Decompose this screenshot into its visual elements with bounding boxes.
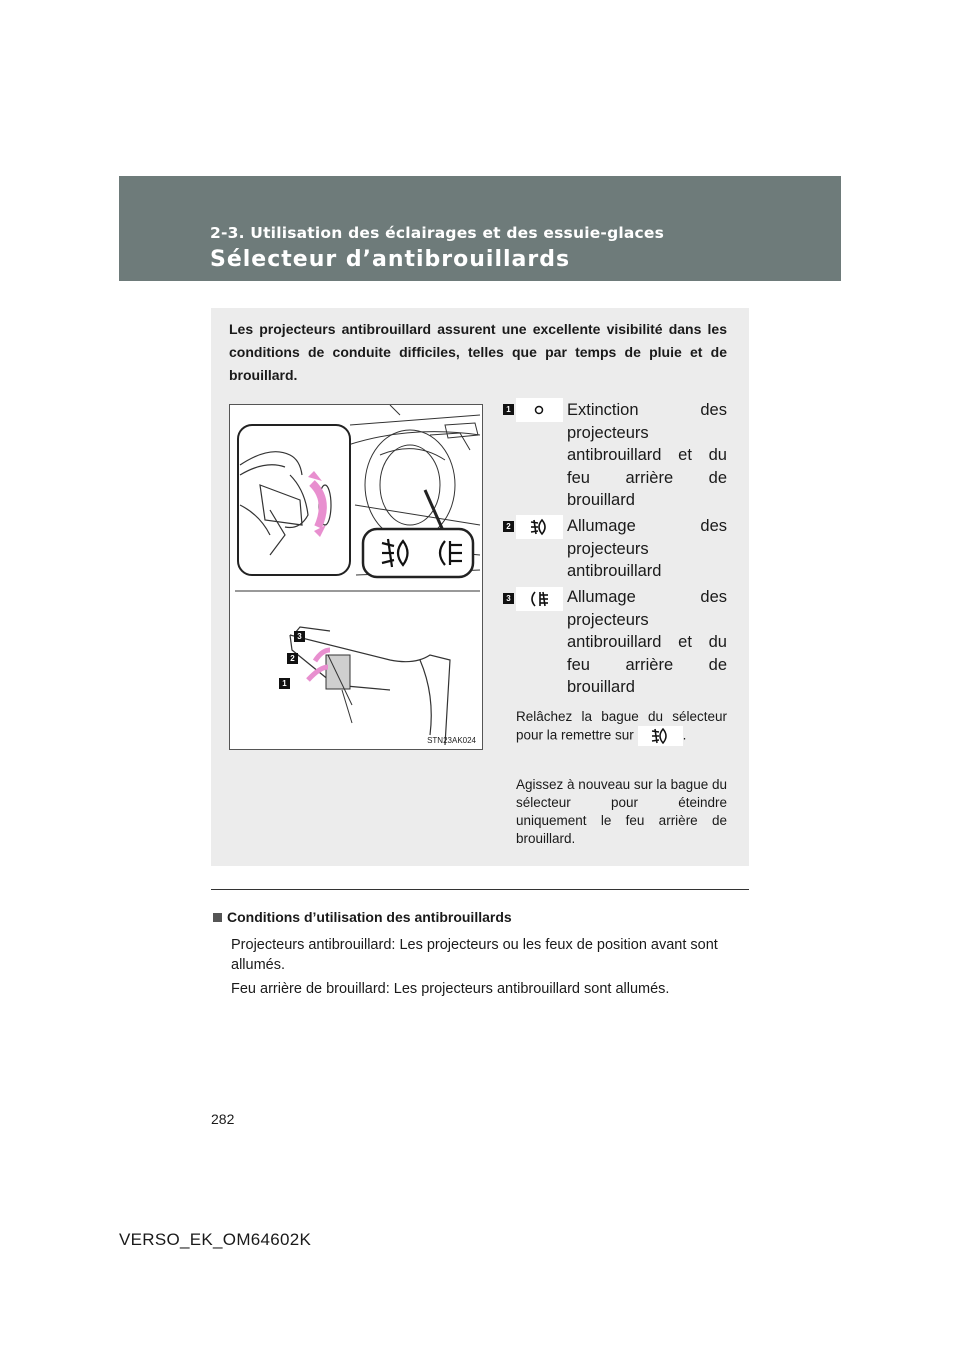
item-text-2: Allumage des projecteurs antibrouillard [567, 517, 727, 581]
rear-fog-icon [516, 587, 563, 611]
figure-callout-2: 2 [287, 653, 298, 664]
figure-callout-3: 3 [294, 631, 305, 642]
release-note [516, 708, 727, 746]
illustration-drawing [230, 405, 482, 749]
item-text-3: Allumage des projecteurs antibrouillard et du feu arrière de brouillard [567, 588, 727, 697]
item-number-1: 1 [503, 404, 514, 415]
page-number: 282 [211, 1111, 235, 1127]
conditions-front: Projecteurs antibrouillard: Les projecteurs ou les feux de position avant sont allumés. [231, 937, 718, 973]
conditions-rear: Feu arrière de brouillard: Les projecteurs antibrouillard sont allumés. [231, 981, 670, 997]
release-note-end: . [682, 727, 687, 743]
section-divider [211, 889, 749, 890]
item-number-2: 2 [503, 521, 514, 532]
page-title: Sélecteur d’antibrouillards [210, 247, 571, 272]
front-fog-icon [638, 726, 683, 746]
figure-callout-1: 1 [279, 678, 290, 689]
fog-switch-illustration [229, 404, 483, 750]
intro-text: Les projecteurs antibrouillard assurent une excellente visibilité dans les conditions de conduite difficiles, telles que par temps de pluie et de brouillard. [229, 321, 727, 383]
conditions-title: Conditions d’utilisation des antibrouillards [227, 909, 512, 925]
off-icon [516, 398, 563, 422]
item-number-3: 3 [503, 593, 514, 604]
document-code: VERSO_EK_OM64602K [119, 1230, 312, 1249]
figure-code: STN23AK024 [427, 736, 476, 745]
square-bullet-icon [213, 913, 222, 922]
front-fog-icon [516, 515, 563, 539]
section-label: 2-3. Utilisation des éclairages et des essuie-glaces [210, 224, 665, 242]
again-note: Agissez à nouveau sur la bague du sélecteur pour éteindre uniquement le feu arrière de brouillard. [516, 777, 727, 846]
release-note-text: Relâchez la bague du sélecteur pour la remettre sur [516, 709, 727, 743]
conditions-heading [213, 909, 512, 925]
item-text-1: Extinction des projecteurs antibrouillard et du feu arrière de brouillard [567, 401, 727, 510]
